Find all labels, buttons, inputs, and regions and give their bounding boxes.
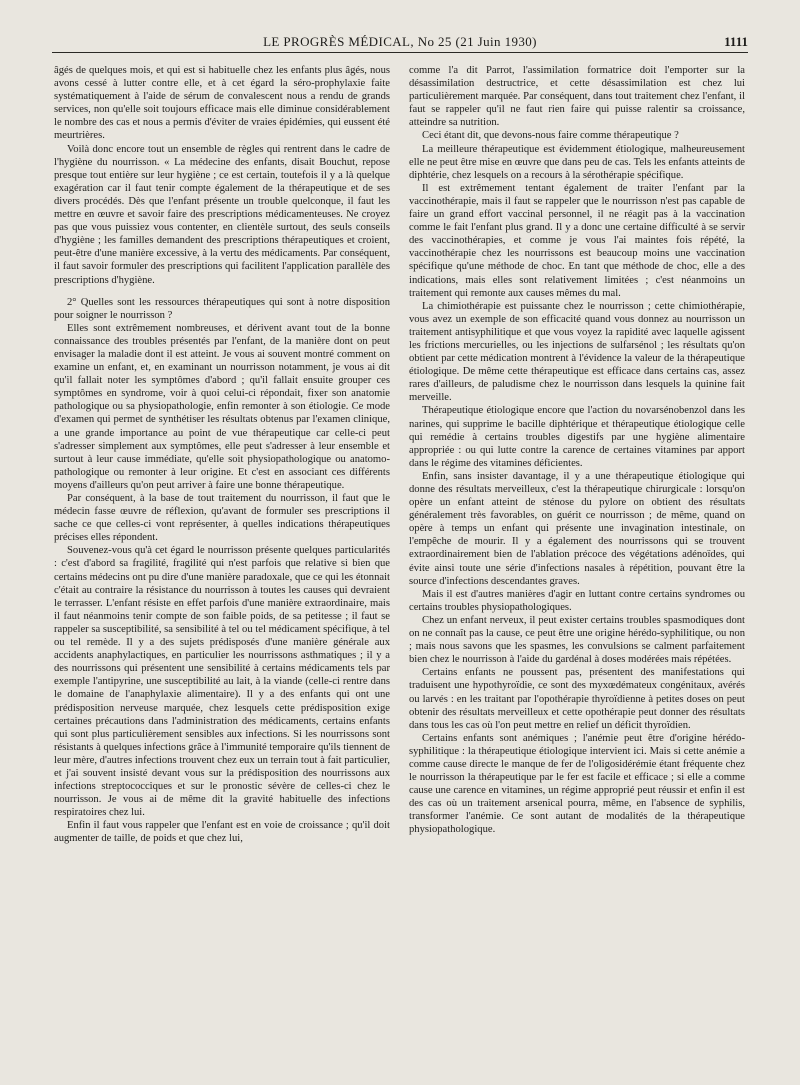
right-column	[409, 64, 745, 1069]
paragraph: Souvenez-vous qu'à cet égard le nourrisson présente quelques particularités : c'est d'abord sa fragilité, fragilité qui n'est parfois que relative si bien que certains médecins ont pu dire d'une manière paradoxale, que ce qui les étonnait c'était au contraire la résistance du nourrisson à toutes les causes qui devraient le terrasser. L'enfant résiste en effet parfois d'une manière extraordinaire, mais il faut néanmoins tenir compte de son faible poids, de sa petitesse ; il faut se rappeler sa susceptibilité, sa sensibilité à tel ou tel médicament spécifique, à tel ou tel remède. Il y a des sujets prédisposés d'une manière générale aux accidents anaphylactiques, en particulier les nourrissons asthmatiques ; il y a des nourrissons qui présentent une sensibilité à certains médicaments tels par exemple l'antipyrine, une susceptibilité au lait, à la viande (celle-ci rentre dans le domaine de l'anaphylaxie alimentaire). Il y a des enfants qui ont une prédisposition nerveuse marquée, chez lesquels cette prédisposition exige certaines précautions dans l'administration des médicaments, certains enfants qui sont plus particulièrement sensibles aux infections. Si les nourrissons sont résistants à quelques infections grâce à l'immunité temporaire qu'ils tiennent de leur mère, d'autres infections trouvent chez eux un terrain tout à fait particulier, et j'ai souvent insisté devant vous sur la prédisposition des nourrissons aux infections streptococciques et sur le pronostic sévère de celles-ci chez le nourrisson. Je vous ai de même dit la gravité habituelle des infections respiratoires chez lui.	[54, 545, 390, 819]
paragraph: Chez un enfant nerveux, il peut exister certains troubles spasmodiques dont on ne connaît pas la cause, ce peut être une origine hérédo-syphilitique, ou non ; mais nous savons que les spasmes, les convulsions se calment parfaitement bien chez le nourrisson à l'aide du gardénal à doses modérées mais répétées.	[409, 614, 745, 666]
paragraph: Enfin, sans insister davantage, il y a une thérapeutique étiologique qui donne des résultats merveilleux, c'est la thérapeutique chirurgicale : lorsqu'on opère un enfant atteint de sténose du pylore on obtient des résultats généralement très favorables, on guérit ce nourrisson ; de même, quand on opère à temps un enfant qui présente une invagination intestinale, on l'empêche de mourir. Il y a également des nourrissons qui se trouvent extraordinairement bien de l'ablation précoce des végétations adénoïdes, qui évite ainsi toute une série d'infections nasales à répétition, pouvant être la source d'infections descendantes graves.	[409, 470, 745, 587]
paragraph: Certains enfants ne poussent pas, présentent des manifestations qui traduisent une hypothyroïdie, ce sont des myxœdémateux congénitaux, avérés ou larvés : en les traitant par l'opothérapie thyroïdienne à petites doses on peut obtenir des résultats merveilleux et cette opothérapie peut donner des résultats dans tous les cas où l'on peut mettre en relief un déficit thyroïdien.	[409, 667, 745, 731]
paragraph: comme l'a dit Parrot, l'assimilation formatrice doit l'emporter sur la désassimilation destructrice, et cette désassimilation est chez lui particulièrement marquée. Par conséquent, dans tout traitement chez l'enfant, il faut se rappeler qu'il ne faut rien faire qui puisse ralentir sa croissance, atteindre sa nutrition.	[409, 65, 745, 129]
paragraph: La chimiothérapie est puissante chez le nourrisson ; cette chimiothérapie, vous avez un exemple de son efficacité quand vous donnez au nourrisson un traitement antisyphilitique et que vous voyez la rapidité avec laquelle agissent les frictions mercurielles, ou les injections de sulfarsénol ; les résultats qu'on obtient par cette médication montrent à l'évidence la valeur de la thérapeutique étiologique. De même cette thérapeutique est efficace dans certains cas, assez rares d'ailleurs, de paludisme chez le nourrisson dans lesquels la quinine fait merveille.	[409, 300, 745, 404]
paragraph: Ceci étant dit, que devons-nous faire comme thérapeutique ?	[422, 130, 679, 142]
paragraph: Thérapeutique étiologique encore que l'action du novarsénobenzol dans les narines, qui supprime le bacille diphtérique et thérapeutique étiologique celle qui remédie à certains troubles digestifs par une hygiène alimentaire appropriée : ou qui lutte contre la carence de certaines vitamines par apport dans le régime des vitamines déficientes.	[409, 405, 745, 469]
paragraph: Elles sont extrêmement nombreuses, et dérivent avant tout de la bonne connaissance des troubles présentés par l'enfant, de la manière dont on peut envisager la maladie dont il est atteint. Je vous ai souvent montré comment on examine un enfant, et, en examinant un nourrisson notamment, je vous ai dit qu'il fallait noter les symptômes d'abord ; qu'il fallait ensuite grouper ces symptômes en syndrome, voir à quoi celui-ci répondait, fixer son anatomie pathologique ou sa physiopathologie, enfin remonter à son étiologie. Ce mode d'examen qui permet de synthétiser les résultats obtenus par l'examen clinique, a une grande importance au point de vue thérapeutique car celle-ci peut s'adresser simplement aux symptômes, elle peut s'adresser à leur ensemble et surtout à leur cause immédiate, qu'elle soit physiopathologique ou anatomo-pathologique ou remonter à leur origine. Et c'est en associant ces différents moyens d'ailleurs qu'on peut arriver à faire une bonne thérapeutique.	[54, 322, 390, 491]
paragraph: Par conséquent, à la base de tout traitement du nourrisson, il faut que le médecin fasse œuvre de réflexion, qu'avant de formuler ses prescriptions il sache ce que celles-ci vont représenter, à quelles indications thérapeutiques précises elles répondent.	[54, 493, 390, 544]
paragraph: Enfin il faut vous rappeler que l'enfant est en voie de croissance ; qu'il doit augmenter de taille, de poids et que chez lui,	[54, 820, 390, 845]
paragraph: âgés de quelques mois, et qui est si habituelle chez les enfants plus âgés, nous avons cessé à lutter contre elle, et à cet égard la séro-prophylaxie faite systématiquement à l'aide de sérum de convalescent nous a rendu de grands services, non qu'elle soit toujours efficace mais elle diminue considérablement le nombre des cas et nous a permis d'éviter de vraies épidémies, qui eussent été meurtrières.	[54, 65, 390, 142]
paragraph: Voilà donc encore tout un ensemble de règles qui rentrent dans le cadre de l'hygiène du nourrisson. « La médecine des enfants, disait Bouchut, repose presque tout entière sur leur hygiène ; ce est certain, toutefois il y a là quelque exagération car il faut tenir compte également de la thérapeutique et de ses divers procédés. Dès que l'enfant présente un trouble quelconque, il faut les mettre en œuvre et savoir faire des prescriptions médicamenteuses. Ne croyez pas que vous puissiez vous contenter, en clientèle surtout, des seuls conseils d'hygiène ; les familles demandent des prescriptions thérapeutiques et croient, peut-être d'une manière excessive, à la vertu des médicaments. Par conséquent, il faut savoir formuler des prescriptions qui facilitent l'application parallèle des prescriptions d'hygiène.	[54, 143, 390, 286]
running-header	[52, 34, 748, 53]
paragraph: Certains enfants sont anémiques ; l'anémie peut être d'origine hérédo-syphilitique : la thérapeutique étiologique intervient ici. Mais si cette anémie a comme cause directe le manque de fer de l'oligosidérémie étant fréquente chez le nourrisson la thérapeutique par le fer est facile et efficace ; si elle a comme cause une carence en vitamines, un régime approprié peut réussir et enfin il est des cas où un traitement arsenical pourra, même, en l'absence de syphilis, transformer l'anémie. Ce sont autant de modalités de la thérapeutique physiopathologique.	[409, 732, 745, 836]
paragraph: Il est extrêmement tentant également de traiter l'enfant par la vaccinothérapie, mais il faut se rappeler que le nourrisson n'est pas capable de faire un grand effort vaccinal personnel, il ne réagit pas à la vaccination comme le fait l'enfant plus grand. Il y a donc une certaine difficulté à se servir des vaccinothérapies, et comme je vous l'ai maintes fois répété, la vaccinothérapie chez les nourrissons est beaucoup moins une vaccination spécifique qu'une méthode de choc. En tant que méthode de choc, elle a des indications, mais elles sont relativement limitées ; c'est néanmoins un traitement qui remonte aux causes mêmes du mal.	[409, 182, 745, 299]
left-column	[54, 64, 390, 1069]
page-number: 1111	[724, 34, 748, 49]
paragraph: Mais il est d'autres manières d'agir en luttant contre certains syndromes ou certains troubles physiopathologiques.	[409, 588, 745, 613]
paragraph: La meilleure thérapeutique est évidemment étiologique, malheureusement elle ne peut être mise en œuvre que dans peu de cas. Tels les enfants atteints de diphtérie, chez lesquels on a recours à la sérothérapie spécifique.	[409, 143, 745, 181]
journal-title: LE PROGRÈS MÉDICAL, No 25 (21 Juin 1930)	[263, 34, 537, 49]
section-heading: 2° Quelles sont les ressources thérapeutiques qui sont à notre disposition pour soigner le nourrisson ?	[54, 296, 390, 321]
